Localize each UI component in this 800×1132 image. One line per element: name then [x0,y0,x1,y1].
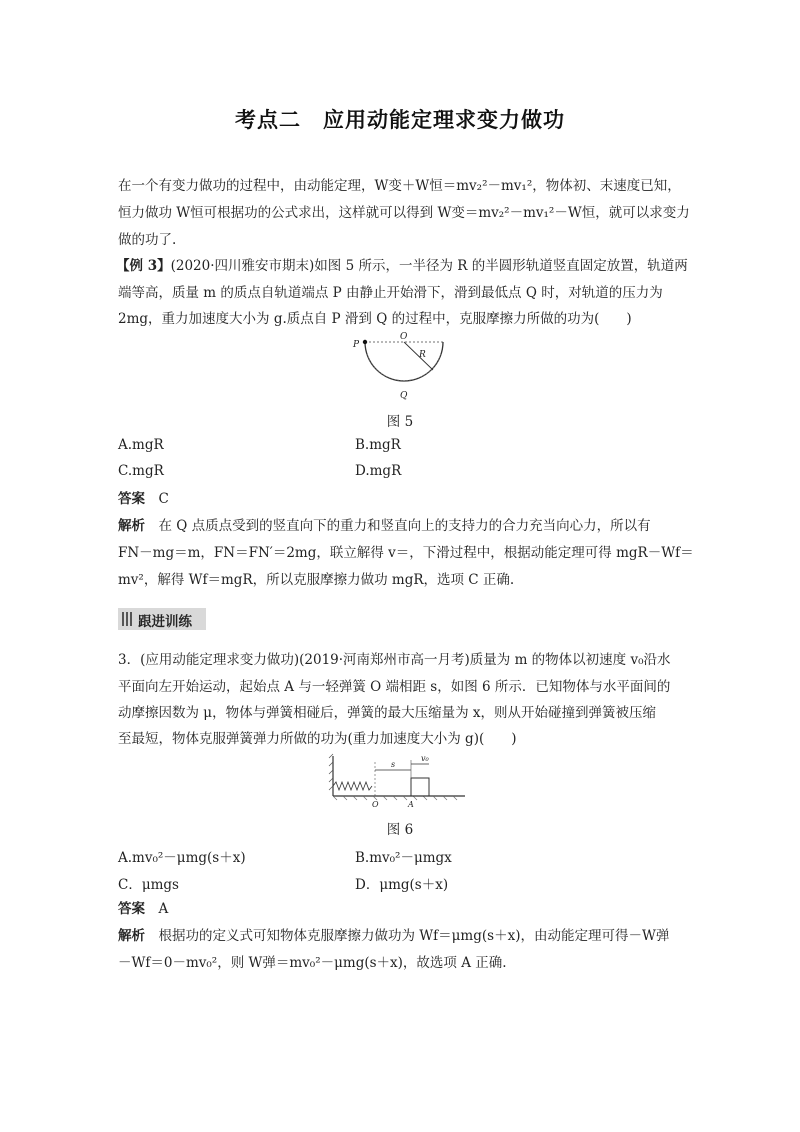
intro-line-1: 在一个有变力做功的过程中，由动能定理，W变＋W恒＝mv₂²－mv₁²，物体初、末速度已知， [118,178,681,194]
problem-3-option-a: A.mv₀²－μmg(s＋x) [118,850,246,866]
problem-3-option-d: D．μmg(s＋x) [355,877,449,893]
label-o: O [372,800,379,809]
figure-6-caption: 图 6 [386,822,414,838]
analysis-label: 解析 [118,518,145,534]
problem-3-line-3: 动摩擦因数为 μ，物体与弹簧相碰后，弹簧的最大压缩量为 x，则从开始碰撞到弹簧被压缩 [118,705,656,721]
intro-line-3: 做的功了. [118,232,177,248]
problem-3-line-2: 平面向左开始运动，起始点 A 与一轻弹簧 O 端相距 s，如图 6 所示．已知物体与水平面间的 [118,679,671,695]
example-3-option-c: C.mgR [118,463,164,479]
label-a: A [408,800,414,809]
example-3-answer [118,489,688,509]
section-label: 跟进训练 [138,614,192,630]
example-3-option-b: B.mgR [355,437,401,453]
problem-3-analysis-line-2: －Wf＝0－mv₀²，则 W弹＝mv₀²－μmg(s＋x)，故选项 A 正确. [118,955,507,971]
intro-line-2: 恒力做功 W恒可根据功的公式求出，这样就可以得到 W变＝mv₂²－mv₁²－W恒，就可以求变力 [118,205,690,221]
example-3-line-1 [116,256,686,276]
problem-3-analysis-line-1 [118,926,688,946]
answer-value: C [158,491,169,507]
point-p-dot [363,340,367,344]
analysis-text: 根据功的定义式可知物体克服摩擦力做功为 Wf＝μmg(s＋x)，由动能定理可得－W弹 [158,928,670,944]
label-s: s [391,760,396,769]
semicircle-arc [365,342,443,381]
example-3-analysis-line-1 [118,516,688,536]
spring-coil [333,782,372,790]
problem-3-option-c: C．μmgs [118,877,179,893]
page-title: 考点二 应用动能定理求变力做功 [235,108,565,132]
answer-label: 答案 [118,901,145,917]
example-3-line-2: 端等高，质量 m 的质点自轨道端点 P 由静止开始滑下，滑到最低点 Q 时，对轨道的压力为 [118,285,663,301]
answer-label: 答案 [118,491,145,507]
label-q: Q [400,391,408,401]
analysis-label: 解析 [118,928,145,944]
label-r: R [419,350,426,360]
label-p: P [353,340,360,350]
figure-6-spring-block [325,752,475,810]
figure-5-caption: 图 5 [386,414,414,430]
example-tag: 【例 3】 [116,258,171,274]
answer-value: A [158,901,169,917]
section-header-follow-up-training [118,608,206,630]
figure-5-semicircle-track [340,330,460,402]
analysis-text: 在 Q 点质点受到的竖直向下的重力和竖直向上的支持力的合力充当向心力，所以有 [158,518,651,534]
problem-3-answer [118,899,688,919]
problem-3-option-b: B.mv₀²－μmgx [355,850,452,866]
example-3-line-3: 2mg，重力加速度大小为 g.质点自 P 滑到 Q 的过程中，克服摩擦力所做的功为( ) [118,311,632,327]
stripes-icon [122,612,132,626]
label-v0: v₀ [421,754,429,763]
problem-3-line-4: 至最短，物体克服弹簧弹力所做的功为(重力加速度大小为 g)( ) [118,731,517,747]
block [411,778,429,796]
example-3-analysis-line-2: FN－mg＝m，FN＝FN′＝2mg，联立解得 v＝，下滑过程中，根据动能定理可得 mgR－Wf＝ [118,545,694,561]
example-3-option-a: A.mgR [118,437,164,453]
problem-3-line-1: 3．(应用动能定理求变力做功)(2019·河南郑州市高一月考)质量为 m 的物体以初速度 v₀沿水 [118,652,671,668]
example-text: (2020·四川雅安市期末)如图 5 所示，一半径为 R 的半圆形轨道竖直固定放置，轨道两 [170,258,688,274]
label-o: O [400,332,408,342]
example-3-option-d: D.mgR [355,463,402,479]
example-3-analysis-line-3: mv²，解得 Wf＝mgR，所以克服摩擦力做功 mgR，选项 C 正确. [118,572,515,588]
